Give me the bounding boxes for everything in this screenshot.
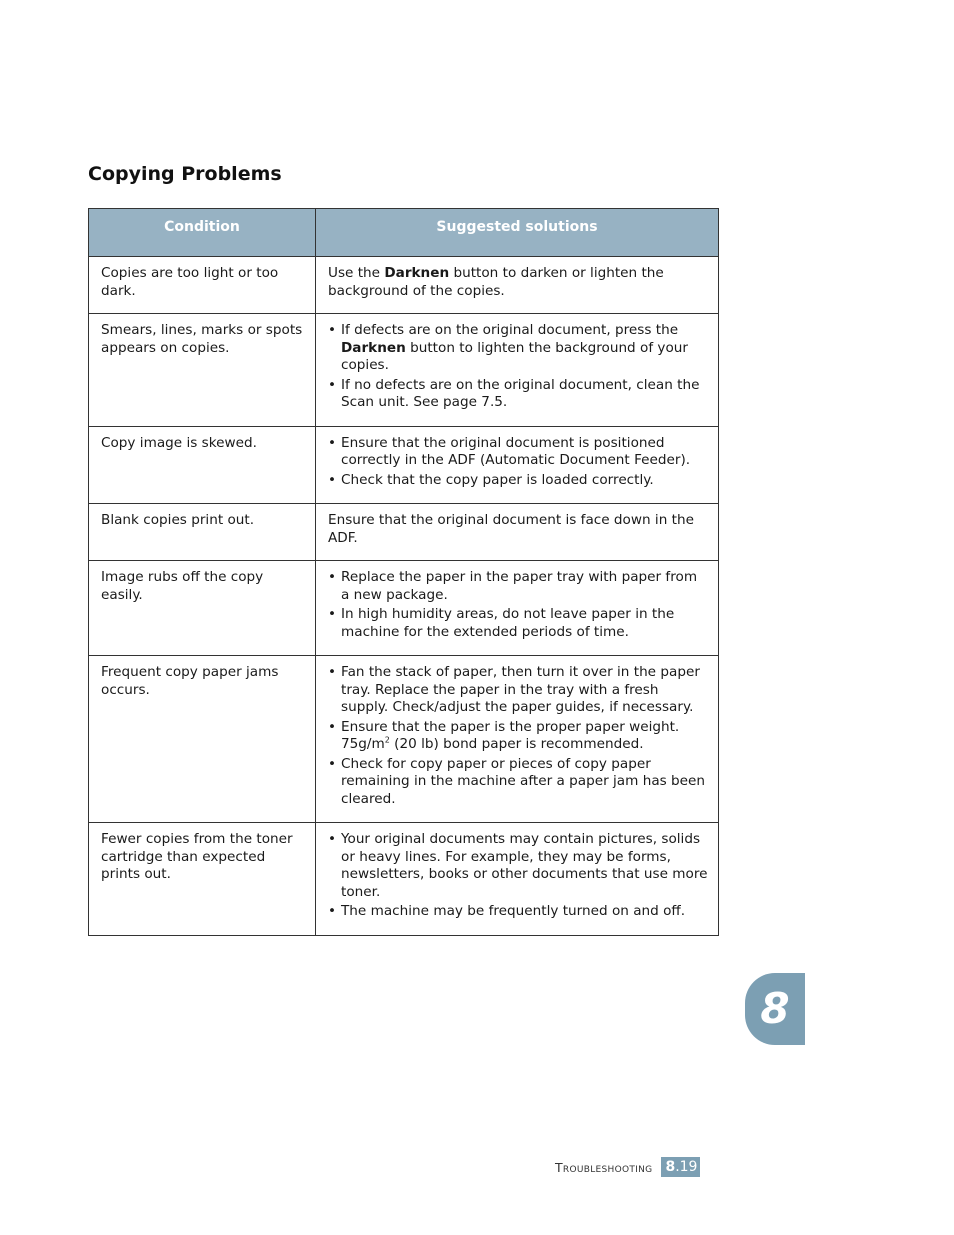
text-segment: Fan the stack of paper, then turn it over in the paper tray. Replace the paper in the tray with a fresh supply. Check/adjust the paper guides, if necessary. [341,664,700,715]
solution-cell [316,823,719,936]
list-item [328,569,708,604]
solution-cell [316,426,719,504]
list-item [328,606,708,641]
condition-cell: Smears, lines, marks or spots appears on copies. [89,314,316,427]
superscript: 2 [384,735,390,745]
text-segment: The machine may be frequently turned on and off. [341,903,686,919]
list-item [328,831,708,901]
list-item [328,472,708,490]
text-segment: Your original documents may contain pictures, solids or heavy lines. For example, they may be forms, newsletters, books or other documents that use more toner. [341,831,708,900]
list-item [328,377,708,412]
text-segment: button to darken or lighten the background of the copies. [328,265,664,299]
copying-problems-table [88,208,719,936]
table-row [89,426,719,504]
chapter-tab: 8 [745,973,805,1045]
solution-text [328,512,708,547]
solution-cell [316,314,719,427]
darknen-button-ref: Darknen [384,265,450,281]
solution-cell [316,257,719,314]
page-number [661,1157,700,1177]
condition-cell: Image rubs off the copy easily. [89,561,316,656]
solution-list [328,831,708,921]
condition-cell: Blank copies print out. [89,504,316,561]
condition-cell: Copies are too light or too dark. [89,257,316,314]
solution-list [328,664,708,808]
page-title: Copying Problems [88,163,282,185]
text-segment: Check that the copy paper is loaded correctly. [341,471,654,488]
solution-list [328,322,708,412]
list-item [328,756,708,809]
text-segment: If defects are on the original document, press the [341,322,679,338]
solution-cell [316,504,719,561]
text-segment: button to lighten the background of your copies. [341,339,688,373]
text-segment: Ensure that the original document is face down in the ADF. [328,512,694,546]
page-footer [555,1157,700,1177]
solution-text [328,265,708,300]
text-segment: Replace the paper in the paper tray with paper from a new package. [341,569,698,603]
footer-section-label: Troubleshooting [555,1159,653,1175]
column-header-solutions: Suggested solutions [316,209,719,257]
column-header-condition: Condition [89,209,316,257]
table-row [89,561,719,656]
page-number-chapter: 8 [665,1159,676,1175]
darknen-button-ref: Darknen [341,339,406,356]
condition-cell: Copy image is skewed. [89,426,316,504]
text-segment: Check for copy paper or pieces of copy paper remaining in the machine after a paper jam has been cleared. [341,755,706,807]
table-row [89,656,719,823]
solution-cell [316,656,719,823]
list-item [328,903,708,921]
list-item [328,435,708,470]
list-item [328,322,708,375]
table-header-row [89,209,719,257]
text-segment: Ensure that the original document is positioned correctly in the ADF (Automatic Document Feeder). [341,434,691,468]
table-row [89,257,719,314]
text-segment: In high humidity areas, do not leave paper in the machine for the extended periods of time. [341,606,675,640]
list-item [328,719,708,754]
condition-cell: Frequent copy paper jams occurs. [89,656,316,823]
text-segment: Use the [328,265,385,281]
text-segment: If no defects are on the original document, clean the Scan unit. See page 7.5. [341,376,700,410]
table-row [89,823,719,936]
table-row [89,314,719,427]
solution-cell [316,561,719,656]
page-number-page: .19 [675,1159,698,1175]
solution-list [328,569,708,641]
solution-list [328,435,708,490]
condition-cell: Fewer copies from the toner cartridge than expected prints out. [89,823,316,936]
text-segment: (20 lb) bond paper is recommended. [389,736,644,752]
table-row [89,504,719,561]
text-segment: Ensure that the paper is the proper paper weight. 75g/m [341,718,680,752]
list-item [328,664,708,717]
